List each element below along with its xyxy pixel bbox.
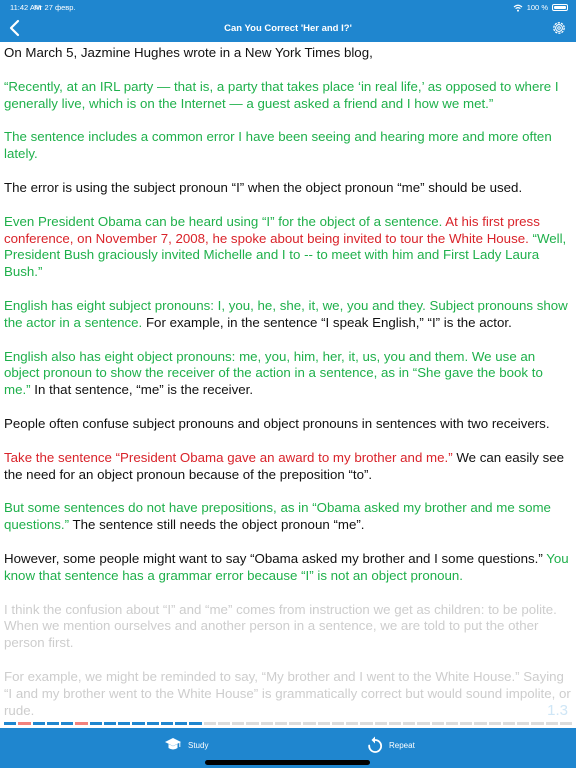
progress-segment <box>75 722 87 725</box>
progress-segment <box>246 722 258 725</box>
progress-segment <box>318 722 330 725</box>
progress-segment <box>346 722 358 725</box>
progress-segment <box>503 722 515 725</box>
gear-icon[interactable] <box>551 20 567 36</box>
paragraph <box>4 669 572 719</box>
article-text <box>4 45 572 720</box>
status-date: Чт 27 февр. <box>34 3 76 12</box>
graduation-cap-icon <box>164 737 182 753</box>
progress-segment <box>175 722 187 725</box>
text-run: However, some people might want to say “Obama asked my brother and I some questions.” <box>4 550 547 566</box>
text-run: Take the sentence “President Obama gave an award to my brother and me.” <box>4 449 457 465</box>
progress-segment <box>61 722 73 725</box>
progress-segment <box>531 722 543 725</box>
progress-segment <box>118 722 130 725</box>
progress-segment <box>33 722 45 725</box>
progress-segment <box>560 722 572 725</box>
text-run: English also has eight object pronouns: me, you, him, her, it, us, you and them. We use an object pronoun to show the receiver of the action in a sentence, as in “She gave the book to me.” <box>4 348 543 398</box>
paragraph <box>4 416 572 433</box>
progress-segment <box>147 722 159 725</box>
progress-segment <box>389 722 401 725</box>
progress-segment <box>232 722 244 725</box>
text-run: You know that sentence has a grammar error because “I” is not an object pronoun. <box>4 550 569 583</box>
paragraph <box>4 45 572 62</box>
top-bar <box>0 0 576 42</box>
paragraph <box>4 602 572 652</box>
text-run: People often confuse subject pronouns and object pronouns in sentences with two receivers. <box>4 415 550 431</box>
paragraph <box>4 551 572 585</box>
study-label: Study <box>188 740 209 750</box>
text-run: The sentence includes a common error I have been seeing and hearing more and more often lately. <box>4 129 552 162</box>
text-run: “Recently, at an IRL party — that is, a party that takes place ‘in real life,’ as opposed to where I generally live, which is on the Internet — a guest asked a friend and I how we met.” <box>4 78 559 111</box>
progress-segment <box>417 722 429 725</box>
progress-segment <box>517 722 529 725</box>
text-run: The error is using the subject pronoun “I” when the object pronoun “me” should be used. <box>4 179 523 195</box>
paragraph <box>4 214 572 281</box>
progress-segment <box>489 722 501 725</box>
text-run: We can easily see the need for an object pronoun because of the preposition “to”. <box>4 449 565 482</box>
progress-segment <box>132 722 144 725</box>
lesson-progress-bar <box>4 722 572 725</box>
progress-segment <box>4 722 16 725</box>
paragraph <box>4 79 572 113</box>
text-run: On March 5, Jazmine Hughes wrote in a New York Times blog, <box>4 45 373 60</box>
progress-segment <box>360 722 372 725</box>
page-title: Can You Correct 'Her and I?' <box>224 23 352 34</box>
paragraph <box>4 129 572 163</box>
repeat-label: Repeat <box>389 740 415 750</box>
paragraph <box>4 180 572 197</box>
text-run: For example, in the sentence “I speak English,” “I” is the actor. <box>145 314 512 330</box>
progress-segment <box>204 722 216 725</box>
text-run: “Well, President Bush graciously invited Michelle and I to -- to meet with him and First Lady Laura Bush.” <box>4 230 567 280</box>
paragraph <box>4 349 572 399</box>
home-indicator <box>205 760 370 765</box>
page-indicator: 1.3 <box>547 702 568 719</box>
progress-segment <box>474 722 486 725</box>
battery-percent: 100 % <box>526 3 548 12</box>
progress-segment <box>289 722 301 725</box>
repeat-button[interactable] <box>367 733 415 757</box>
progress-segment <box>303 722 315 725</box>
progress-segment <box>403 722 415 725</box>
text-run: At his first press conference, on November 7, 2008, he spoke about being invited to tour the White House. <box>4 213 540 246</box>
progress-segment <box>432 722 444 725</box>
progress-segment <box>332 722 344 725</box>
progress-segment <box>104 722 116 725</box>
progress-segment <box>161 722 173 725</box>
progress-segment <box>546 722 558 725</box>
progress-segment <box>275 722 287 725</box>
status-right <box>513 3 568 12</box>
progress-segment <box>446 722 458 725</box>
paragraph <box>4 450 572 484</box>
text-run: In that sentence, “me” is the receiver. <box>34 382 254 398</box>
text-run: I think the confusion about “I” and “me” comes from instruction we get as children: to be polite. When we mention ourselves and another person in a sentence, we are told to put the other person first. <box>4 601 557 651</box>
text-run: English has eight subject pronouns: I, you, he, she, it, we, you and they. Subject pronouns show the actor in a sentence. <box>4 297 568 330</box>
progress-segment <box>261 722 273 725</box>
progress-segment <box>189 722 201 725</box>
status-bar <box>0 0 576 14</box>
progress-segment <box>460 722 472 725</box>
study-button[interactable] <box>164 733 208 757</box>
progress-segment <box>47 722 59 725</box>
text-run: The sentence still needs the object pronoun “me”. <box>72 517 365 533</box>
battery-icon <box>552 4 568 11</box>
progress-segment <box>375 722 387 725</box>
wifi-icon <box>513 4 523 12</box>
paragraph <box>4 500 572 534</box>
paragraph <box>4 298 572 332</box>
progress-segment <box>18 722 30 725</box>
text-run: Even President Obama can be heard using “I” for the object of a sentence. <box>4 213 446 229</box>
text-run: But some sentences do not have prepositions, as in “Obama asked my brother and me some questions.” <box>4 500 551 533</box>
repeat-arrow-icon <box>367 736 383 754</box>
status-time: 11:42 AM <box>10 3 42 12</box>
progress-segment <box>90 722 102 725</box>
progress-segment <box>218 722 230 725</box>
text-run: For example, we might be reminded to say, “My brother and I went to the White House.” Saying “I and my brother went to the White House” is grammatically correct but would sound impolite, or rude. <box>4 668 571 718</box>
